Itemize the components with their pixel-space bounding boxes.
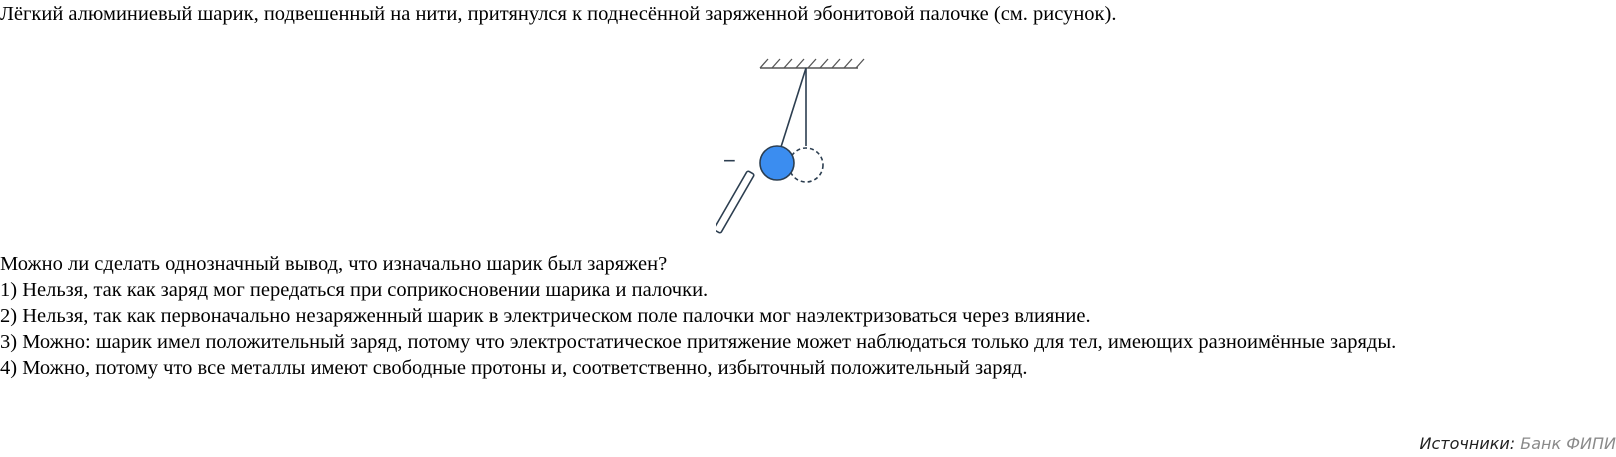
pendulum-figure (716, 52, 882, 246)
ceiling-hatch (760, 59, 864, 68)
sources-line (1420, 434, 1616, 453)
answer-option-1: 1) Нельзя, так как заряд мог передаться при соприкосновении шарика и палочки. (0, 279, 709, 301)
answer-option-3: 3) Можно: шарик имел положительный заряд, потому что электростатическое притяжение может наблюдаться только для тел, имеющих разноимённые заряды. (0, 331, 1397, 353)
question-block (0, 251, 1616, 381)
aluminium-ball (760, 146, 794, 180)
rod-charge-sign: − (723, 148, 736, 173)
sources-label: Источники: (1419, 434, 1516, 453)
answer-option-4: 4) Можно, потому что все металлы имеют свободные протоны и, соответственно, избыточный положительный заряд. (0, 357, 1028, 379)
question-text: Можно ли сделать однозначный вывод, что изначально шарик был заряжен? (0, 253, 668, 275)
task-intro: Лёгкий алюминиевый шарик, подвешенный на нити, притянулся к поднесённой заряженной эбонитовой палочке (см. рисунок). (0, 3, 1117, 25)
sources-value[interactable]: Банк ФИПИ (1520, 434, 1616, 453)
deflected-thread (781, 68, 806, 147)
answer-option-2: 2) Нельзя, так как первоначально незаряженный шарик в электрическом поле палочки мог наэлектризоваться через влияние. (0, 305, 1091, 327)
ebonite-rod (716, 171, 754, 234)
